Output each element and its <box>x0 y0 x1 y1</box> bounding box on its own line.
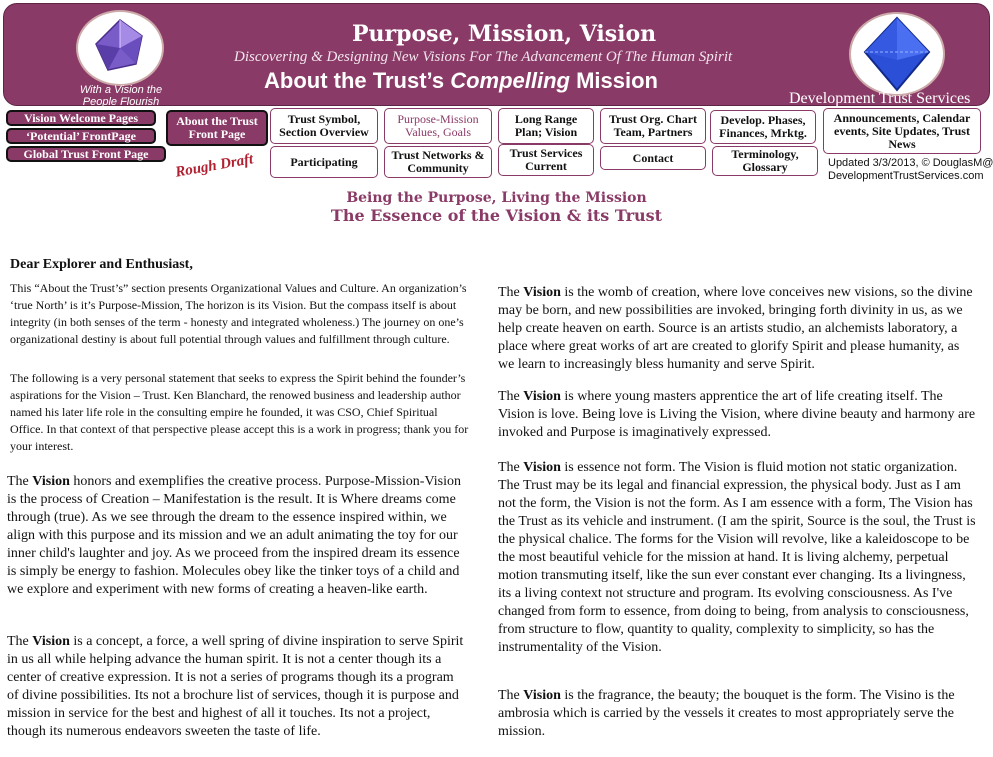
page-subtitle: Discovering & Designing New Visions For The Advancement Of The Human Spirit <box>234 49 733 65</box>
crystal-icon <box>78 12 162 84</box>
nav-vision-welcome[interactable]: Vision Welcome Pages <box>6 110 156 126</box>
page-title: Purpose, Mission, Vision <box>352 21 657 47</box>
nav-trust-networks[interactable]: Trust Networks & Community <box>384 146 492 178</box>
rough-draft-label: Rough Draft <box>174 151 255 181</box>
updated-line: Updated 3/3/2013, © DouglasM@ <box>828 157 993 169</box>
about-heading: About the Trust’s Compelling Mission <box>264 68 658 93</box>
nav-org-chart[interactable]: Trust Org. Chart Team, Partners <box>600 108 706 144</box>
updated-note <box>828 157 993 183</box>
nav-potential-frontpage[interactable]: ‘Potential’ FrontPage <box>6 128 156 144</box>
body-paragraph: The Vision is the fragrance, the beauty; the bouquet is the form. The Visino is the ambrosia which is carried by the vessels it creates to most appropriately serve the mission. <box>498 688 955 739</box>
site-link[interactable]: DevelopmentTrustServices.com <box>828 170 984 182</box>
greeting: Dear Explorer and Enthusiast, <box>10 257 193 272</box>
vision-logo[interactable] <box>76 10 164 86</box>
nav-develop-phases[interactable]: Develop. Phases, Finances, Mrktg. <box>710 110 816 144</box>
nav-contact[interactable]: Contact <box>600 146 706 170</box>
intro-paragraph: The following is a very personal statement that seeks to express the Spirit behind the founder’s aspirations for the Vision – Trust. Ken Blanchard, the renowed business and leadership author named his later life role in the consulting empire he founded, it was CSO, Chief Spiritual Office. In that context of that perspective please accept this is a work in progress; thank you for your interest. <box>10 371 469 453</box>
org-name: Development Trust Services <box>789 90 971 107</box>
nav-trust-services[interactable]: Trust Services Current <box>498 144 594 176</box>
nav-long-range-plan[interactable]: Long Range Plan; Vision <box>498 108 594 144</box>
nav-trust-symbol[interactable]: Trust Symbol, Section Overview <box>270 108 378 144</box>
section-title: Being the Purpose, Living the Mission <box>346 190 647 206</box>
body-paragraph: The Vision is essence not form. The Vision is fluid motion not static organization. The Trust may be its legal and financial expression, the physical body. Just as I am not the form, the Vision is not the form. As I am essence with a form, The Vision has the Trust as its vehicle and instrument. (I am the spirit, Source is the soul, the Trust is the physical chalice. The forms for the Vision will revolve, like a kaleidoscope to be the most beautiful vehicle for the mission at hand. It is living alchemy, perpetual motion transmuting itself, like the sun ever constant ever changing. Its a livingness, its a living context not structure and program. Its evolving consciousness. As I've changed from form to essence, from doing to being, from analysis to consciousness, from structure to flow, quantity to quality, complexity to simplicity, so has the instrumentality of the Vision. <box>498 460 976 655</box>
body-paragraph: The Vision is where young masters apprentice the art of life creating itself. The Vision is love. Being love is Living the Vision, where divine beauty and harmony are invoked and Purpose is imaginatively expressed. <box>498 389 976 440</box>
body-paragraph: The Vision honors and exemplifies the creative process. Purpose-Mission-Vision is the process of Creation – Manifestation is the result. It is Where dreams come through (true). As we see through the dream to the essence inspired within, we align with this purpose and its mission and we an adult animating the toy for our inner child's laughter and joy. As we proceed from the inspired dream its essence is simply be energy to fashion. Molecules obey like the tinker toys of a child and we explore and experiment with new forms of creating a heaven-like earth. <box>7 474 461 597</box>
nav-purpose-mission[interactable]: Purpose-Mission Values, Goals <box>384 108 492 144</box>
nav-announcements[interactable]: Announcements, Calendar events, Site Updates, Trust News <box>823 108 981 154</box>
body-paragraph: The Vision is a concept, a force, a well spring of divine inspiration to serve Spirit in us all while helping advance the human spirit. It is not a center though its a center of creative expression. It is not a series of programs though its a program of divine possibilities. Its not a brochure list of services, though it is purpose and mission in service for the best and highest of all it touches. Its not a project, though its numerous endeavors sweeten the taste of life. <box>7 634 464 739</box>
nav-terminology[interactable]: Terminology, Glossary <box>712 146 818 176</box>
octahedron-icon <box>851 14 943 94</box>
nav-about-trust-front[interactable]: About the Trust Front Page <box>166 110 268 146</box>
section-subtitle: The Essence of the Vision & its Trust <box>330 206 663 225</box>
nav-global-trust-frontpage[interactable]: Global Trust Front Page <box>6 146 166 162</box>
nav-participating[interactable]: Participating <box>270 146 378 178</box>
header-banner <box>3 3 990 106</box>
intro-paragraph: This “About the Trust’s” section presents Organizational Values and Culture. An organization’s ‘true North’ is it’s Purpose-Mission, The horizon is its Vision. But the compass itself is about integrity (in both senses of the term - honesty and integrated wholeness.) The journey on one’s organizational destiny is about full potential through values and fulfillment through culture. <box>10 281 467 346</box>
trust-logo[interactable] <box>849 12 945 96</box>
tagline: With a Vision the People Flourish <box>79 84 163 108</box>
body-paragraph: The Vision is the womb of creation, where love conceives new visions, so the divine may be born, and new possibilities are invoked, bringing forth divinity in us, as we help create heaven on earth. Source is an artists studio, an alchemists laboratory, a place where great works of art are created to glorify Spirit and please humanity, as we learn to increasingly bless humanity and serve Spirit. <box>498 285 973 372</box>
